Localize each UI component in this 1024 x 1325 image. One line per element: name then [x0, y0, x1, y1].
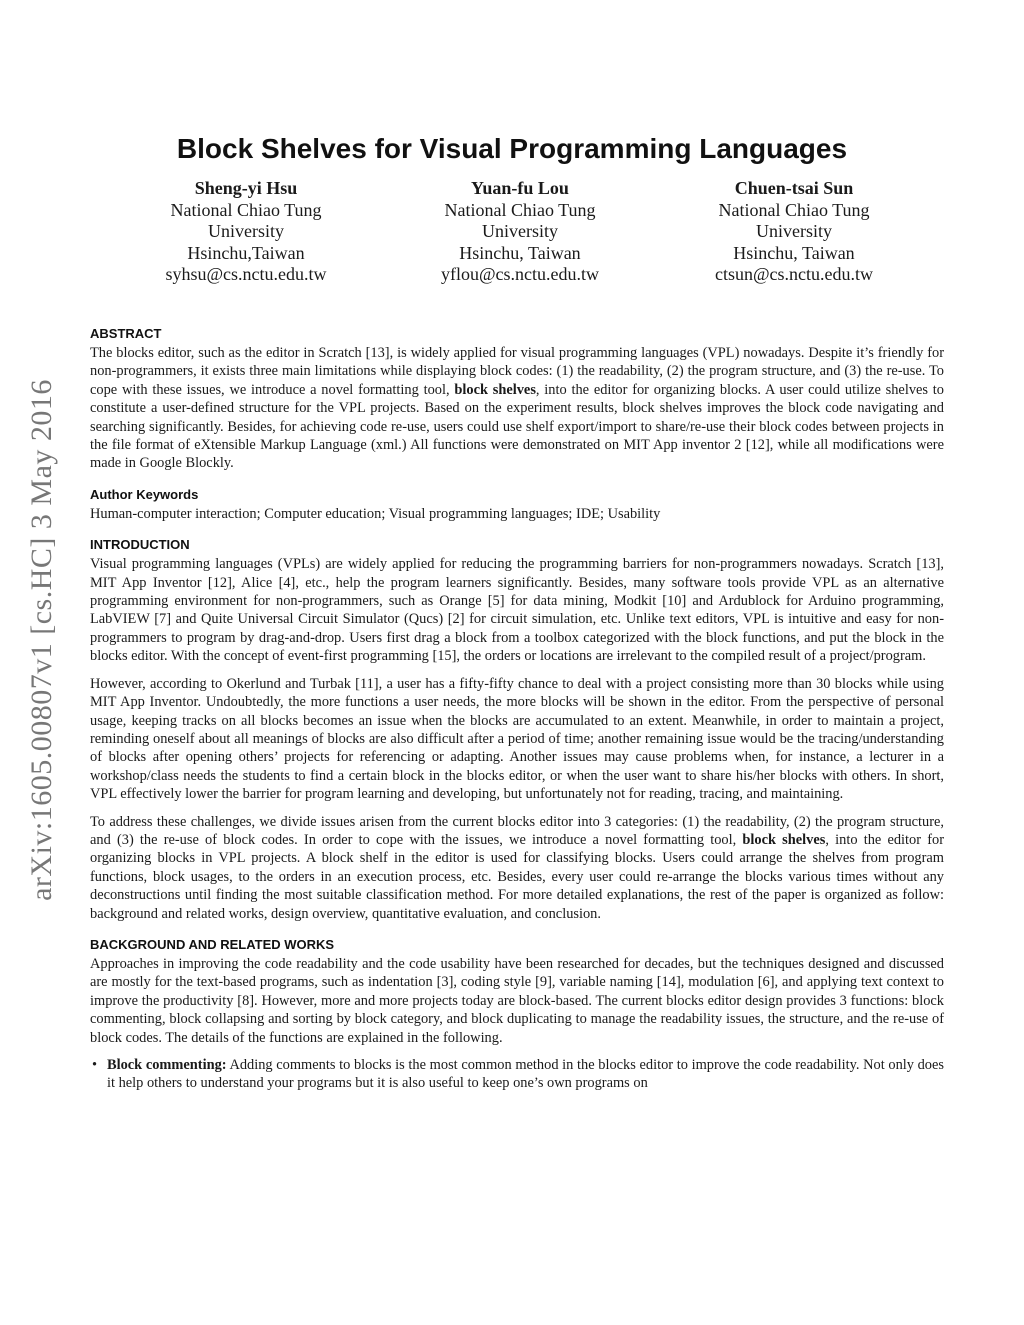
paper-body [90, 326, 944, 1093]
author-affiliation-2: University [482, 221, 558, 241]
keywords-text: Human-computer interaction; Computer education; Visual programming languages; IDE; Usability [90, 505, 661, 522]
abstract-heading: ABSTRACT [90, 326, 162, 341]
background-paragraph-1: Approaches in improving the code readability and the code usability have been researched for decades, but the techniques designed and discussed are mostly for the text-based programs, such as indentation [3], coding style [9], variable naming [14], modulation [6], and applying text context to improve the productivity [8]. However, more and more projects today are block-based. The current blocks editor design provides 3 functions: block commenting, block collapsing and sorting by block category, and block duplicating to manage the readability issues, the structure, and the re-use of block codes. The details of the functions are explained in the following. [90, 955, 944, 1046]
paper-title: Block Shelves for Visual Programming Languages [176, 133, 848, 164]
list-item: • Block commenting: Adding comments to blocks is the most common method in the blocks editor to improve the code readability. Not only does it help others to understand your programs but it is also useful to keep one’s own programs on [92, 1057, 944, 1092]
arxiv-side-stamp: arXiv:1605.00807v1 [cs.HC] 3 May 2016 [25, 379, 58, 901]
abstract-text: The blocks editor, such as the editor in Scratch [13], is widely applied for visual programming languages (VPL) nowadays. Despite it’s friendly for non-programmers, it exists three main limitations while displaying block codes: (1) the readability, (2) the program structure, and (3) the re-use. To cope with these issues, we introduce a novel formatting tool, block shelves, into the editor for organizing blocks. A user could utilize shelves to constitute a user-defined structure for the VPL projects. Based on the experiment results, block shelves improves the block code navigating and searching significantly. Besides, for achieving code re-use, users could use shelf export/import to share/re-use their block codes between projects in the file format of eXtensible Markup Language (xml.) All functions were demonstrated on MIT App inventor 2 [12], while all modifications were made in Google Blockly. [90, 345, 944, 472]
intro-bold-term: block shelves [742, 831, 826, 848]
bullet-icon: • [92, 1057, 98, 1073]
author-affiliation: National Chiao Tung [444, 199, 596, 220]
author-email: syhsu@cs.nctu.edu.tw [165, 264, 327, 284]
author-name: Sheng-yi Hsu [194, 178, 298, 198]
author-email: ctsun@cs.nctu.edu.tw [714, 264, 874, 284]
author-1 [116, 178, 376, 286]
introduction-paragraph-1: Visual programming languages (VPLs) are widely applied for reducing the programming barriers for non-programmers nowadays. Scratch [13], MIT App Inventor [12], Alice [4], etc., help the program learners significantly. Besides, many software tools provide VPL as an alternative programming environment for non-programmers, such as Orange [5] for data mining, Modkit [10] and Ardublock for Arduino programming, LabVIEW [7] and Quite Universal Circuit Simulator (Qucs) [2] for circuit simulation, etc. Unlike text editors, VPL is intuitive and easy for non-programmers to program by drag-and-drop. Users first drag a block from a toolbox categorized with the block functions, and put the block in the blocks editor. With the concept of event-first programming [15], the orders or locations are irrelevant to the compiled result of a project/program. [90, 556, 944, 665]
introduction-paragraph-2: However, according to Okerlund and Turbak [11], a user has a fifty-fifty chance to deal with a project consisting more than 30 blocks while using MIT App Inventor. Undoubtedly, the more functions a user needs, the more blocks will be shown in the editor. From the perspective of personal usage, keeping tracks on all blocks becomes an issue when the blocks are accumulated to an extent. Meanwhile, in order to maintain a project, reminding oneself about all meanings of blocks are also difficult after a period of time; another remaining issue would be the tracing/understanding of blocks after opening others’ projects for referencing or adapting. Another issues may cause problems when, for instance, a lecturer in a workshop/class needs the students to find a certain block in the blocks editor, or when the user want to share his/her blocks with others. In short, VPL effectively lower the barrier for program learning and developing, but unfortunately not for reading, tracing, and maintaining. [90, 675, 944, 803]
author-affiliation-2: University [208, 221, 284, 241]
author-location: Hsinchu, Taiwan [733, 242, 855, 263]
author-location: Hsinchu, Taiwan [459, 242, 581, 263]
introduction-paragraph-3: To address these challenges, we divide issues arisen from the current blocks editor into 3 categories: (1) the readability, (2) the program structure, and (3) the re-use of block codes. In order to cope with the issues, we introduce a novel formatting tool, block shelves, into the editor for organizing blocks in VPL projects. A block shelf in the editor is used for classifying blocks. Users could arrange the shelves from program functions, block usages, to the orders in an execution process, etc. Besides, every user could re-arrange the blocks various times without any deconstructions until finding the most suitable classification method. For more detailed explanations, the rest of the paper is organized as follow: background and related works, design overview, quantitative evaluation, and conclusion. [90, 813, 944, 922]
author-affiliation-2: University [756, 221, 832, 241]
author-3 [664, 178, 924, 286]
author-affiliation: National Chiao Tung [718, 199, 870, 220]
author-name: Yuan-fu Lou [471, 178, 569, 198]
author-block [0, 178, 1024, 293]
keywords-section [90, 487, 944, 523]
abstract-section [90, 326, 944, 473]
abstract-bold-term: block shelves [454, 381, 536, 398]
background-heading: BACKGROUND AND RELATED WORKS [90, 936, 335, 952]
background-list [90, 1056, 944, 1093]
list-item-term: Block commenting: [107, 1057, 227, 1073]
author-location: Hsinchu,Taiwan [187, 242, 305, 263]
introduction-heading: INTRODUCTION [90, 537, 190, 553]
background-section [90, 937, 944, 1093]
author-name: Chuen-tsai Sun [734, 178, 854, 198]
author-email: yflou@cs.nctu.edu.tw [440, 264, 600, 284]
keywords-heading: Author Keywords [90, 486, 199, 502]
author-2 [390, 178, 650, 286]
introduction-section [90, 537, 944, 923]
author-affiliation: National Chiao Tung [170, 199, 322, 220]
